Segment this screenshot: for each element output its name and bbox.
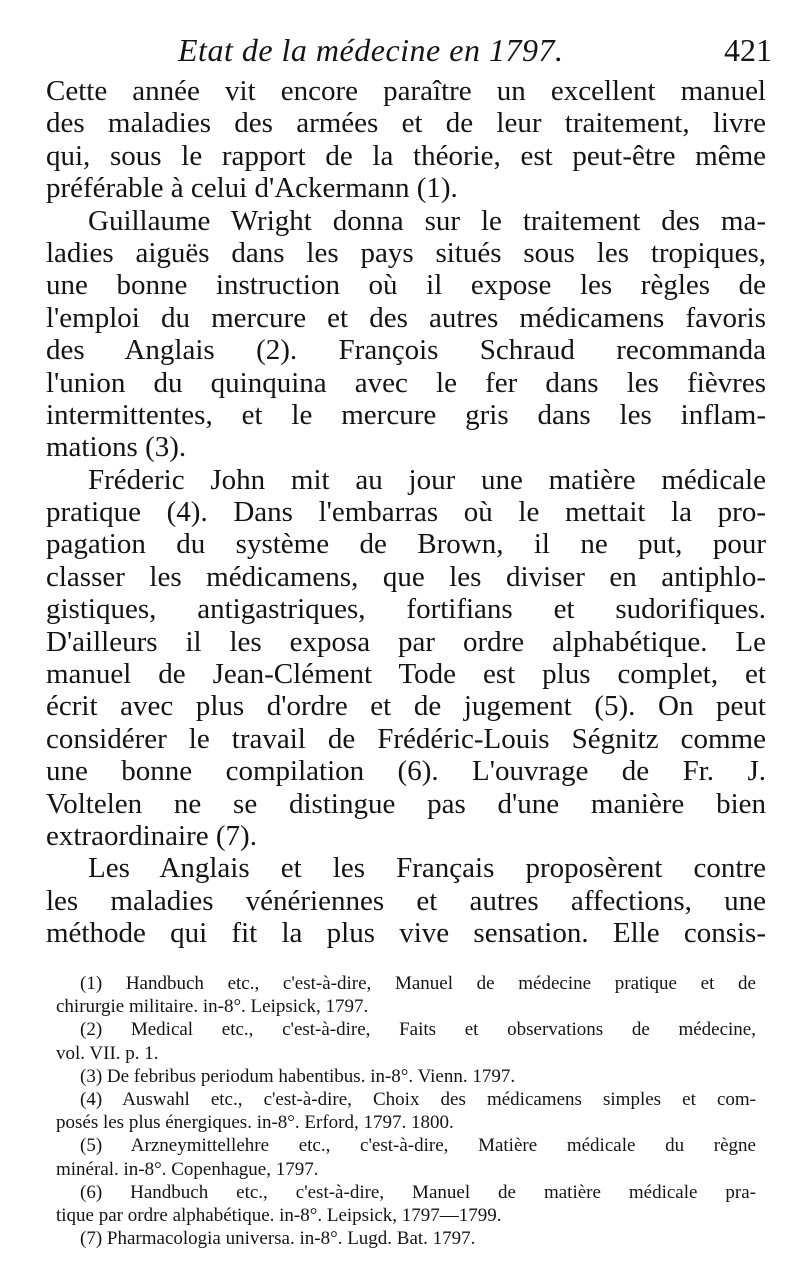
footnotes xyxy=(56,972,756,1250)
footnote-line: tique par ordre alphabétique. in-8°. Leipsick, 1797—1799. xyxy=(56,1204,502,1226)
footnote-line: (6) Handbuch etc., c'est-à-dire, Manuel de matière médicale pra- xyxy=(80,1181,756,1203)
body-line: ladies aiguës dans les pays situés sous les tropiques, xyxy=(46,236,766,269)
body-line: méthode qui fit la plus vive sensation. Elle consis- xyxy=(46,917,766,950)
footnote-line: (5) Arzneymittellehre etc., c'est-à-dire, Matière médicale du règne xyxy=(80,1135,756,1157)
body-line: l'emploi du mercure et des autres médicamens favoris xyxy=(46,301,766,334)
body-line: considérer le travail de Frédéric-Louis Ségnitz comme xyxy=(46,722,766,755)
page-header xyxy=(0,26,800,76)
running-title: Etat de la médecine en 1797. xyxy=(178,32,564,68)
footnote-line: posés les plus énergiques. in-8°. Erford, 1797. 1800. xyxy=(56,1112,454,1134)
body-line: Guillaume Wright donna sur le traitement des ma- xyxy=(88,204,766,237)
body-line: intermittentes, et le mercure gris dans les inflam- xyxy=(46,398,766,431)
page-number: 421 xyxy=(724,32,772,68)
body-line: écrit avec plus d'ordre et de jugement (5). On peut xyxy=(46,690,766,723)
footnote-line: (2) Medical etc., c'est-à-dire, Faits et observations de médecine, xyxy=(80,1019,756,1041)
footnote-line: (1) Handbuch etc., c'est-à-dire, Manuel de médecine pratique et de xyxy=(80,973,756,994)
body-line: qui, sous le rapport de la théorie, est peut-être même xyxy=(46,139,766,172)
body-line: pratique (4). Dans l'embarras où le mettait la pro- xyxy=(46,496,766,529)
body-line: extraordinaire (7). xyxy=(46,819,257,852)
body-line: D'ailleurs il les exposa par ordre alphabétique. Le xyxy=(46,625,766,658)
body-line: les maladies vénériennes et autres affections, une xyxy=(46,884,766,917)
body-line: Voltelen ne se distingue pas d'une manière bien xyxy=(46,787,766,820)
body-text xyxy=(46,75,766,950)
footnote-line: minéral. in-8°. Copenhague, 1797. xyxy=(56,1158,319,1180)
body-line: des Anglais (2). François Schraud recommanda xyxy=(46,334,766,367)
body-line: classer les médicamens, que les diviser en antiphlo- xyxy=(46,560,766,593)
body-line: gistiques, antigastriques, fortifians et sudorifiques. xyxy=(46,593,766,626)
footnote-line: (4) Auswahl etc., c'est-à-dire, Choix des médicamens simples et com- xyxy=(80,1088,756,1110)
footnote-line: chirurgie militaire. in-8°. Leipsick, 1797. xyxy=(56,996,369,1018)
body-line: préférable à celui d'Ackermann (1). xyxy=(46,172,458,205)
body-line: mations (3). xyxy=(46,431,187,464)
body-line: Cette année vit encore paraître un excellent manuel xyxy=(46,75,766,107)
body-line: une bonne compilation (6). L'ouvrage de Fr. J. xyxy=(46,755,766,788)
footnote-line: (7) Pharmacologia universa. in-8°. Lugd. Bat. 1797. xyxy=(80,1228,476,1250)
body-line: Les Anglais et les Français proposèrent contre xyxy=(88,852,766,885)
body-line: l'union du quinquina avec le fer dans les fièvres xyxy=(46,366,766,399)
body-line: Fréderic John mit au jour une matière médicale xyxy=(88,463,766,496)
body-line: pagation du système de Brown, il ne put, pour xyxy=(46,528,766,561)
footnote-line: vol. VII. p. 1. xyxy=(56,1042,159,1064)
footnote-line: (3) De febribus periodum habentibus. in-8°. Vienn. 1797. xyxy=(80,1065,516,1087)
body-line: des maladies des armées et de leur traitement, livre xyxy=(46,107,766,140)
body-line: manuel de Jean-Clément Tode est plus complet, et xyxy=(46,658,766,691)
body-line: une bonne instruction où il expose les règles de xyxy=(46,269,766,302)
